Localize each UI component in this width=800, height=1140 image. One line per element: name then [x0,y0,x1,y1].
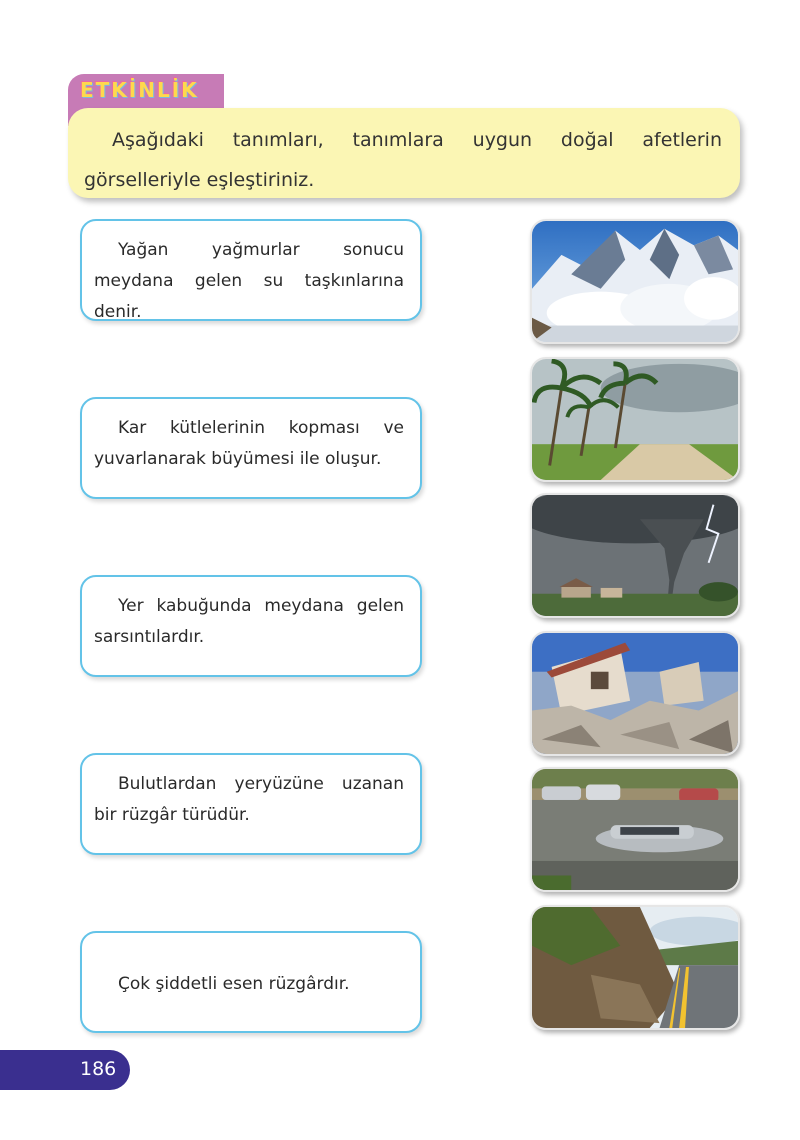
page-number: 186 [80,1058,117,1080]
tornado-photo-icon[interactable] [530,493,740,618]
definition-text: Kar kütlelerinin kopması ve yuvarlanarak büyümesi ile oluşur. [94,418,404,469]
earthquake-rubble-photo-icon[interactable] [530,631,740,756]
flood-cars-photo-icon[interactable] [530,767,740,892]
definition-box-tornado[interactable] [80,753,422,855]
landslide-road-photo-icon[interactable] [530,905,740,1030]
activity-badge-label: ETKİNLİK [80,78,199,102]
instruction-text: Aşağıdaki tanımları, tanımlara uygun doğal afetlerin görselleriyle eşleştiriniz. [84,129,722,191]
avalanche-photo-icon[interactable] [530,219,740,344]
definition-text: Bulutlardan yeryüzüne uzanan bir rüzgâr türüdür. [94,774,404,825]
definition-text: Yer kabuğunda meydana gelen sarsıntılardır. [94,596,404,647]
storm-palms-photo-icon[interactable] [530,357,740,482]
definition-text: Yağan yağmurlar sonucu meydana gelen su taşkınlarına denir. [94,240,404,322]
definition-box-avalanche[interactable] [80,397,422,499]
definition-box-flood[interactable] [80,219,422,321]
instruction-box [68,108,740,198]
definition-text: Çok şiddetli esen rüzgârdır. [118,974,350,994]
definition-box-earthquake[interactable] [80,575,422,677]
definition-box-storm[interactable] [80,931,422,1033]
